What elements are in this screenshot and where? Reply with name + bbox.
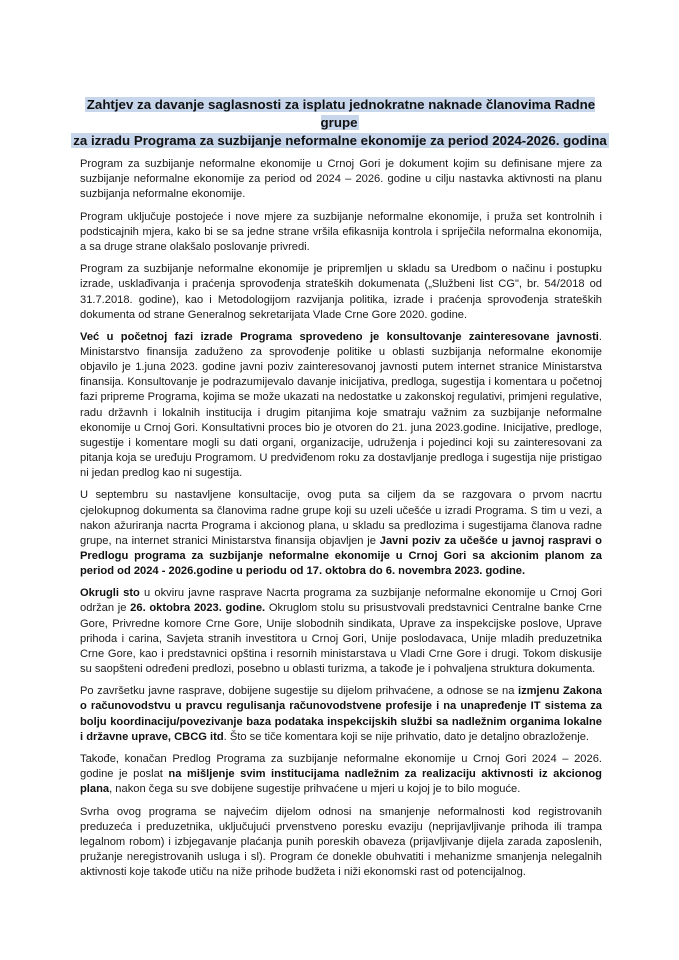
paragraph-text: . Što se tiče komentara koji se nije prihvatio, dato je detaljno obrazloženje.	[223, 730, 589, 743]
paragraph-5	[80, 488, 602, 579]
paragraph-3	[80, 262, 602, 322]
paragraph-bold-tail: Javni poziv za učešće u javnoj raspravi o Predlogu programa za suzbijanje neformalne ekonomije u Crnoj Gori sa akcionim planom za period od 2024 - 2026.godine u periodu od 17. oktobra do 6. novembra 2023. godine.	[80, 534, 602, 577]
title-line-2: za izradu Programa za suzbijanje neformalne ekonomije za period 2024-2026. godina	[73, 133, 607, 148]
paragraph-text: Program za suzbijanje neformalne ekonomije u Crnoj Gori je dokument kojim su definisane mjere za suzbijanje neformalne ekonomije za period od 2024 – 2026. godine u cilju nastavka aktivnosti na planu suzbijanja neformalne ekonomije.	[80, 158, 602, 201]
paragraph-2	[80, 210, 602, 255]
paragraph-1	[80, 157, 602, 202]
paragraph-6	[80, 586, 602, 677]
paragraph-text: Program uključuje postojeće i nove mjere za suzbijanje neformalne ekonomije, i pruža set kontrolnih i podsticajnih mjera, kako bi se sa jedne strane vršila efikasnija kontrola i spriječila neformalna ekonomija, a sa druge strane olakšalo poslovanje privredi.	[80, 210, 602, 253]
paragraph-bold-lead: Okrugli sto	[80, 587, 140, 600]
paragraph-text: , nakon čega su sve dobijene sugestije prihvaćene u mjeri u kojoj je to bilo moguće.	[109, 783, 521, 796]
paragraph-bold-mid: 26. oktobra 2023. godine.	[130, 602, 266, 615]
paragraph-7	[80, 684, 602, 744]
paragraph-text: u okviru javne rasprave Nacrta programa za suzbijanje neformalne ekonomije u Crnoj Gori održan je	[80, 587, 602, 615]
paragraph-text: Program za suzbijanje neformalne ekonomije je pripremljen u skladu sa Uredbom o načinu i postupku izrade, usklađivanja i praćenja sprovođenja strateških dokumenata („Službeni list CG", br. 54/2018 od 31.7.2018. godine), kao i Metodologijom razvijanja politika, izrade i praćenja sprovođenja strateških dokumenta od strane Generalnog sekretarijata Vlade Crne Gore 2020. godine.	[80, 263, 602, 321]
paragraph-text: Svrha ovog programa se najvećim dijelom odnosi na smanjenje neformalnosti kod registrovanih preduzeća i preduzetnika, uključujući prvenstveno poresku evaziju (neprijavljivanje prihoda ili trampa legalnom robom) i izbjegavanje plaćanja punih poreskih obaveza (prijavljivanje dijela zarada zaposlenih, pružanje neregistrovanih usluga i sl). Program će donekle obuhvatiti i mehanizme smanjenja nelegalnih aktivnosti koje takođe utiču na niže prihode budžeta i niži ekonomski rast od potencijalnog.	[80, 805, 602, 879]
paragraph-bold-mid: na mišljenje svim institucijama nadležnim za realizaciju aktivnosti iz akcionog plana	[80, 768, 602, 796]
paragraph-8	[80, 752, 602, 797]
document-body	[80, 157, 602, 888]
paragraph-bold-mid: izmjenu Zakona o računovodstvu u pravcu regulisanja računovodstvene profesije i na unapređenje IT sistema za bolju koordinaciju/povezivanje baza podataka inspekcijskih službi sa nadležnim organima lokalne i državne uprave, CBCG itd	[80, 685, 602, 743]
title-line-1: Zahtjev za davanje saglasnosti za isplatu jednokratne naknade članovima Radne grupe	[86, 97, 596, 130]
paragraph-text: U septembru su nastavljene konsultacije, ovog puta sa ciljem da se razgovara o prvom nacrtu cjelokupnog dokumenta sa članovima radne grupe koji su uzeli učešće u izradi Programa. S tim u vezi, a nakon ažuriranja nacrta Programa i akcionog plana, u skladu sa predlozima i sugestijama članova radne grupe, na internet stranici Ministarstva finansija objavljen je	[80, 489, 602, 547]
paragraph-bold-lead: Već u početnoj fazi izrade Programa sprovedeno je konsultovanje zainteresovane javnosti	[80, 331, 599, 344]
document-title	[70, 96, 610, 150]
paragraph-9	[80, 805, 602, 880]
paragraph-text: . Ministarstvo finansija zaduženo za sprovođenje politike u oblasti suzbijanja neformalne ekonomije objavilo je 1.juna 2023. godine javni poziv zainteresovanoj javnosti putem internet stranice Ministarstva finansija. Konsultovanje je podrazumijevalo davanje inicijativa, predloga, sugestija i komentara u početnoj fazi pripreme Programa, kojima se može ukazati na nedostatke u zakonskoj regulativi, primjeni regulative, radu državnh i lokalnih institucija i drugim pitanjima koje smatraju važnim za suzbijanje neformalne ekonomije u Crnoj Gori. Konsultativni proces bio je otvoren do 21. juna 2023.godine. Inicijative, predloge, sugestije i komentare mogli su dati organi, organizacije, udruženja i pojedinci koji su zainteresovani za pitanja koja se uređuju Programom. U predviđenom roku za dostavljanje predloga i sugestija nije pristigao ni jedan predlog kao ni sugestija.	[80, 331, 602, 479]
paragraph-text: Takođe, konačan Predlog Programa za suzbijanje neformalne ekonomije u Crnoj Gori 2024 – 2026. godine je poslat	[80, 753, 602, 781]
paragraph-text: Okruglom stolu su prisustvovali predstavnici Centralne banke Crne Gore, Privredne komore Crne Gore, Unije slobodnih sindikata, Uprave za inspekcijske poslove, Uprave prihoda i carina, Savjeta stranih investitora u Crnoj Gori, Unije poslodavaca, Unije mladih preduzetnika Crne Gore, kao i predstavnici opština i resornih ministarstava u Vladi Crne Gore i drugi. Tokom diskusije su saopšteni određeni predlozi, posebno u oblasti turizma, a takođe je i pohvaljena struktura dokumenta.	[80, 602, 602, 675]
paragraph-text: Po završetku javne rasprave, dobijene sugestije su dijelom prihvaćene, a odnose se na	[80, 685, 518, 698]
paragraph-4	[80, 330, 602, 481]
